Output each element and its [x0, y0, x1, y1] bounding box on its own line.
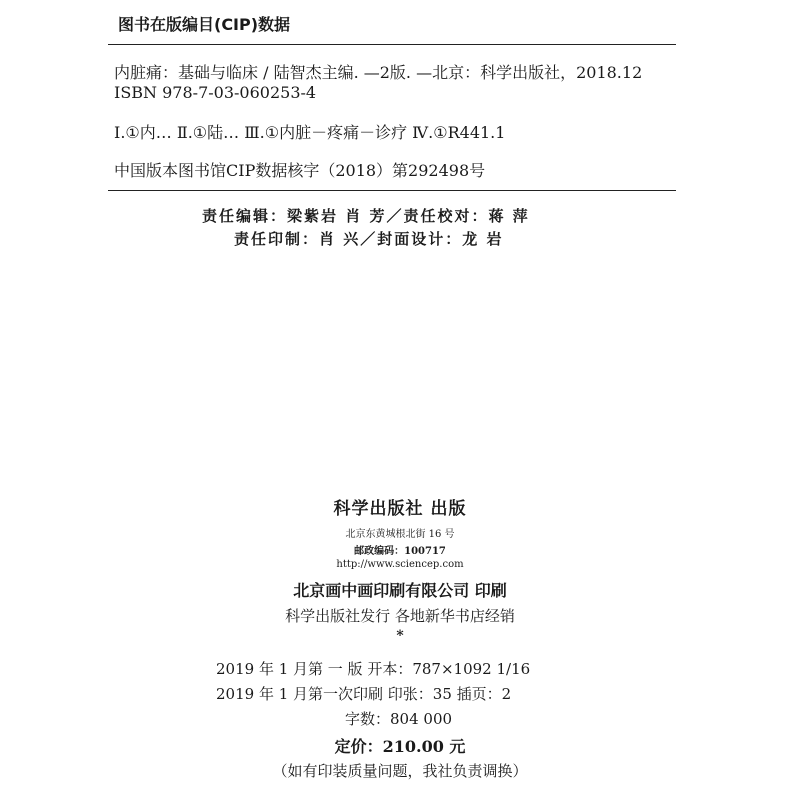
publisher-website: http://www.sciencep.com — [336, 559, 464, 570]
word-count: 字数：804 000 — [345, 710, 453, 728]
publisher-postcode: 邮政编码：100717 — [354, 546, 446, 557]
staff-production: 责任印制：肖 兴／封面设计：龙 岩 — [234, 230, 504, 248]
separator-star: * — [396, 628, 404, 644]
cip-line-title: 内脏痛：基础与临床 / 陆智杰主编. —2版. —北京：科学出版社，2018.12 — [114, 63, 643, 82]
cip-line-classification: Ⅰ.①内… Ⅱ.①陆… Ⅲ.①内脏－疼痛－诊疗 Ⅳ.①R441.1 — [114, 123, 506, 142]
printer: 北京画中画印刷有限公司 印刷 — [293, 581, 507, 600]
distribution: 科学出版社发行 各地新华书店经销 — [285, 607, 515, 625]
divider — [108, 190, 676, 191]
price: 定价：210.00 元 — [334, 737, 466, 756]
cip-heading: 图书在版编目(CIP)数据 — [118, 15, 291, 34]
cip-line-record-number: 中国版本图书馆CIP数据核字（2018）第292498号 — [114, 161, 486, 180]
edition-line: 2019 年 1 月第 一 版 开本：787×1092 1/16 — [216, 660, 531, 678]
quality-note: （如有印装质量问题，我社负责调换） — [272, 762, 528, 780]
publisher-name: 科学出版社 出版 — [333, 499, 467, 519]
cip-line-isbn: ISBN 978-7-03-060253-4 — [114, 83, 317, 102]
printing-line: 2019 年 1 月第一次印刷 印张：35 插页：2 — [216, 685, 512, 703]
publisher-address: 北京东黄城根北街 16 号 — [345, 529, 455, 540]
divider — [108, 44, 676, 45]
staff-editors: 责任编辑：梁紫岩 肖 芳／责任校对：蒋 萍 — [202, 207, 530, 225]
